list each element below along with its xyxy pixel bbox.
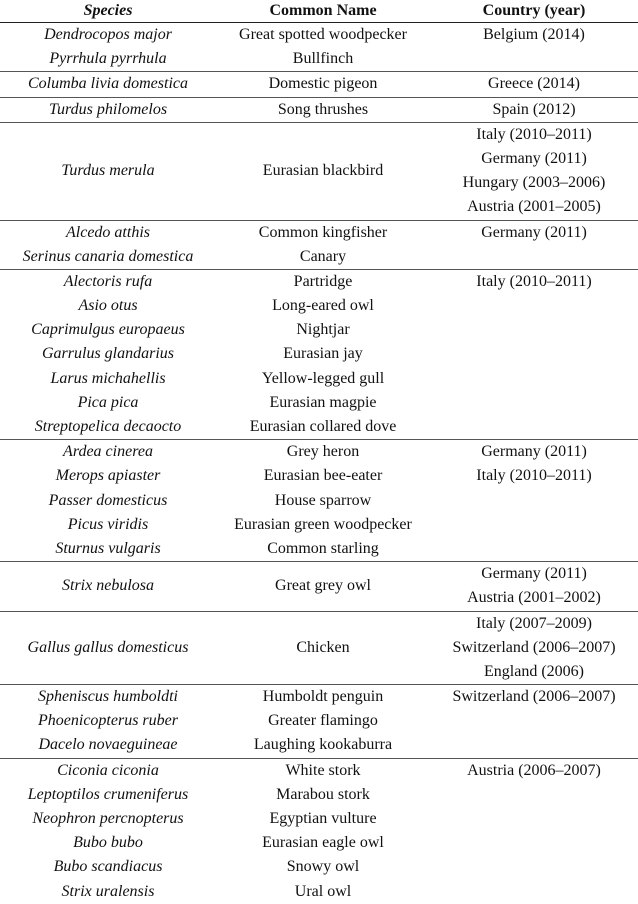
- species-cell: [0, 122, 216, 220]
- country-cell-line: Italy (2007–2009): [476, 614, 592, 632]
- species-cell-line: Ciconia ciconia: [57, 761, 159, 779]
- species-cell: [0, 758, 216, 904]
- common-name-cell-line: Eurasian green woodpecker: [234, 515, 412, 533]
- country-cell: [430, 440, 638, 562]
- common-name-cell-line: Marabou stork: [276, 785, 370, 803]
- common-name-cell-line: Egyptian vulture: [269, 810, 377, 827]
- country-cell-line: Germany (2011): [481, 149, 587, 167]
- country-cell-line: England (2006): [484, 662, 584, 680]
- country-cell-line: Greece (2014): [488, 75, 580, 93]
- table-row: [0, 758, 638, 904]
- species-cell: [0, 611, 216, 685]
- common-name-cell-line: Eurasian blackbird: [262, 162, 384, 180]
- species-cell-line: Strix uralensis: [61, 882, 155, 900]
- species-cell-line: Columba livia domestica: [28, 75, 188, 93]
- common-name-cell-line: House sparrow: [274, 491, 372, 509]
- common-name-cell-line: Eurasian eagle owl: [262, 834, 384, 852]
- species-cell: [0, 220, 216, 269]
- table-row: [0, 23, 638, 72]
- species-cell-line: Bubo scandiacus: [53, 858, 163, 876]
- common-name-cell-line: Great grey owl: [275, 577, 371, 595]
- species-cell-line: Gallus gallus domesticus: [27, 638, 189, 656]
- table-row: [0, 220, 638, 269]
- species-cell-line: Streptopelica decaocto: [34, 418, 182, 435]
- common-name-cell-line: Long-eared owl: [272, 297, 374, 315]
- country-cell: [430, 562, 638, 611]
- species-cell-line: Asio otus: [78, 297, 138, 315]
- country-cell: [430, 220, 638, 269]
- species-cell-line: Alectoris rufa: [63, 272, 153, 290]
- table-row: [0, 72, 638, 97]
- common-name-cell-line: Laughing kookaburra: [253, 736, 393, 754]
- common-name-cell-line: Domestic pigeon: [268, 75, 378, 93]
- table-row: [0, 440, 638, 562]
- country-cell: [430, 72, 638, 97]
- country-cell-line: Hungary (2003–2006): [462, 174, 606, 192]
- species-cell-line: Dacelo novaeguineae: [38, 736, 178, 754]
- country-cell-line: Italy (2010–2011): [476, 272, 592, 290]
- country-cell: [430, 758, 638, 904]
- country-cell-line: Switzerland (2006–2007): [452, 688, 616, 706]
- species-cell: [0, 269, 216, 439]
- header-country-year: Country (year): [430, 0, 638, 23]
- common-name-cell-line: Snowy owl: [286, 858, 360, 876]
- common-name-cell-line: Chicken: [296, 638, 350, 656]
- common-name-cell: [216, 440, 430, 562]
- species-cell-line: Pyrrhula pyrrhula: [49, 50, 167, 68]
- species-cell-line: Neophron percnopterus: [32, 810, 184, 827]
- common-name-cell: [216, 97, 430, 122]
- header-species: Species: [0, 0, 216, 23]
- common-name-cell: [216, 220, 430, 269]
- table-body: [0, 23, 638, 904]
- species-cell-line: Passer domesticus: [48, 491, 168, 509]
- country-cell-line: Germany (2011): [481, 443, 587, 461]
- country-cell: [430, 685, 638, 759]
- country-cell-line: Germany (2011): [481, 565, 587, 583]
- common-name-cell-line: Partridge: [293, 272, 353, 290]
- common-name-cell-line: Bullfinch: [292, 50, 354, 68]
- table-row: [0, 611, 638, 685]
- common-name-cell: [216, 72, 430, 97]
- common-name-cell-line: Common starling: [267, 539, 379, 557]
- species-cell-line: Turdus philomelos: [48, 100, 168, 118]
- common-name-cell-line: Canary: [299, 247, 347, 265]
- country-cell-line: Germany (2011): [481, 223, 587, 241]
- table-row: [0, 97, 638, 122]
- species-cell-line: Alcedo atthis: [66, 223, 150, 241]
- country-cell: [430, 611, 638, 685]
- common-name-cell-line: Nightjar: [296, 321, 350, 339]
- species-cell: [0, 72, 216, 97]
- table-row: [0, 562, 638, 611]
- species-cell-line: Phoenicopterus ruber: [38, 712, 178, 730]
- header-common-name: Common Name: [216, 0, 430, 23]
- common-name-cell-line: Great spotted woodpecker: [239, 26, 407, 43]
- species-cell-line: Sturnus vulgaris: [55, 539, 161, 557]
- table-row: [0, 122, 638, 220]
- common-name-cell: [216, 685, 430, 759]
- species-cell-line: Larus michahellis: [50, 369, 166, 387]
- country-cell-line: Italy (2010–2011): [476, 467, 592, 485]
- species-cell-line: Turdus merula: [61, 162, 155, 180]
- species-cell: [0, 97, 216, 122]
- country-cell: [430, 269, 638, 439]
- species-cell-line: Serinus canaria domestica: [22, 247, 194, 265]
- country-cell-line: Austria (2001–2002): [467, 589, 601, 607]
- species-cell-line: Ardea cinerea: [63, 443, 153, 461]
- common-name-cell: [216, 23, 430, 72]
- country-cell-line: Austria (2006–2007): [467, 761, 601, 779]
- common-name-cell: [216, 562, 430, 611]
- species-cell-line: Merops apiaster: [55, 467, 161, 485]
- common-name-cell-line: Eurasian magpie: [269, 393, 377, 411]
- country-cell: [430, 23, 638, 72]
- species-cell-line: Picus viridis: [67, 515, 149, 533]
- common-name-cell-line: Grey heron: [286, 443, 360, 461]
- species-cell-line: Bubo bubo: [73, 834, 143, 852]
- country-cell-line: Italy (2010–2011): [476, 125, 592, 143]
- common-name-cell: [216, 269, 430, 439]
- species-cell-line: Garrulus glandarius: [41, 345, 175, 363]
- species-cell: [0, 562, 216, 611]
- country-cell: [430, 122, 638, 220]
- species-cell-line: Pica pica: [77, 393, 139, 411]
- common-name-cell-line: Greater flamingo: [268, 712, 378, 730]
- common-name-cell-line: Common kingfisher: [258, 223, 388, 241]
- country-cell-line: Belgium (2014): [483, 26, 585, 43]
- table-row: [0, 685, 638, 759]
- common-name-cell-line: Ural owl: [294, 882, 352, 900]
- species-cell-line: Spheniscus humboldti: [38, 688, 178, 706]
- species-cell: [0, 685, 216, 759]
- common-name-cell-line: Eurasian collared dove: [249, 418, 397, 435]
- common-name-cell-line: Humboldt penguin: [262, 688, 384, 706]
- common-name-cell: [216, 758, 430, 904]
- species-cell-line: Leptoptilos crumeniferus: [27, 785, 189, 803]
- species-cell-line: Strix nebulosa: [62, 577, 154, 595]
- common-name-cell-line: White stork: [285, 761, 361, 779]
- common-name-cell: [216, 122, 430, 220]
- country-cell: [430, 97, 638, 122]
- table-row: [0, 269, 638, 439]
- common-name-cell-line: Eurasian bee-eater: [263, 467, 383, 485]
- country-cell-line: Switzerland (2006–2007): [452, 638, 616, 656]
- common-name-cell-line: Eurasian jay: [283, 345, 363, 363]
- table-header-row: [0, 0, 638, 23]
- species-cell: [0, 440, 216, 562]
- country-cell-line: Austria (2001–2005): [467, 198, 601, 216]
- common-name-cell-line: Yellow-legged gull: [261, 369, 385, 387]
- country-cell-line: Spain (2012): [492, 100, 576, 118]
- species-cell-line: Dendrocopos major: [44, 26, 172, 43]
- common-name-cell: [216, 611, 430, 685]
- species-cell: [0, 23, 216, 72]
- common-name-cell-line: Song thrushes: [277, 100, 369, 118]
- species-cell-line: Caprimulgus europaeus: [31, 321, 185, 339]
